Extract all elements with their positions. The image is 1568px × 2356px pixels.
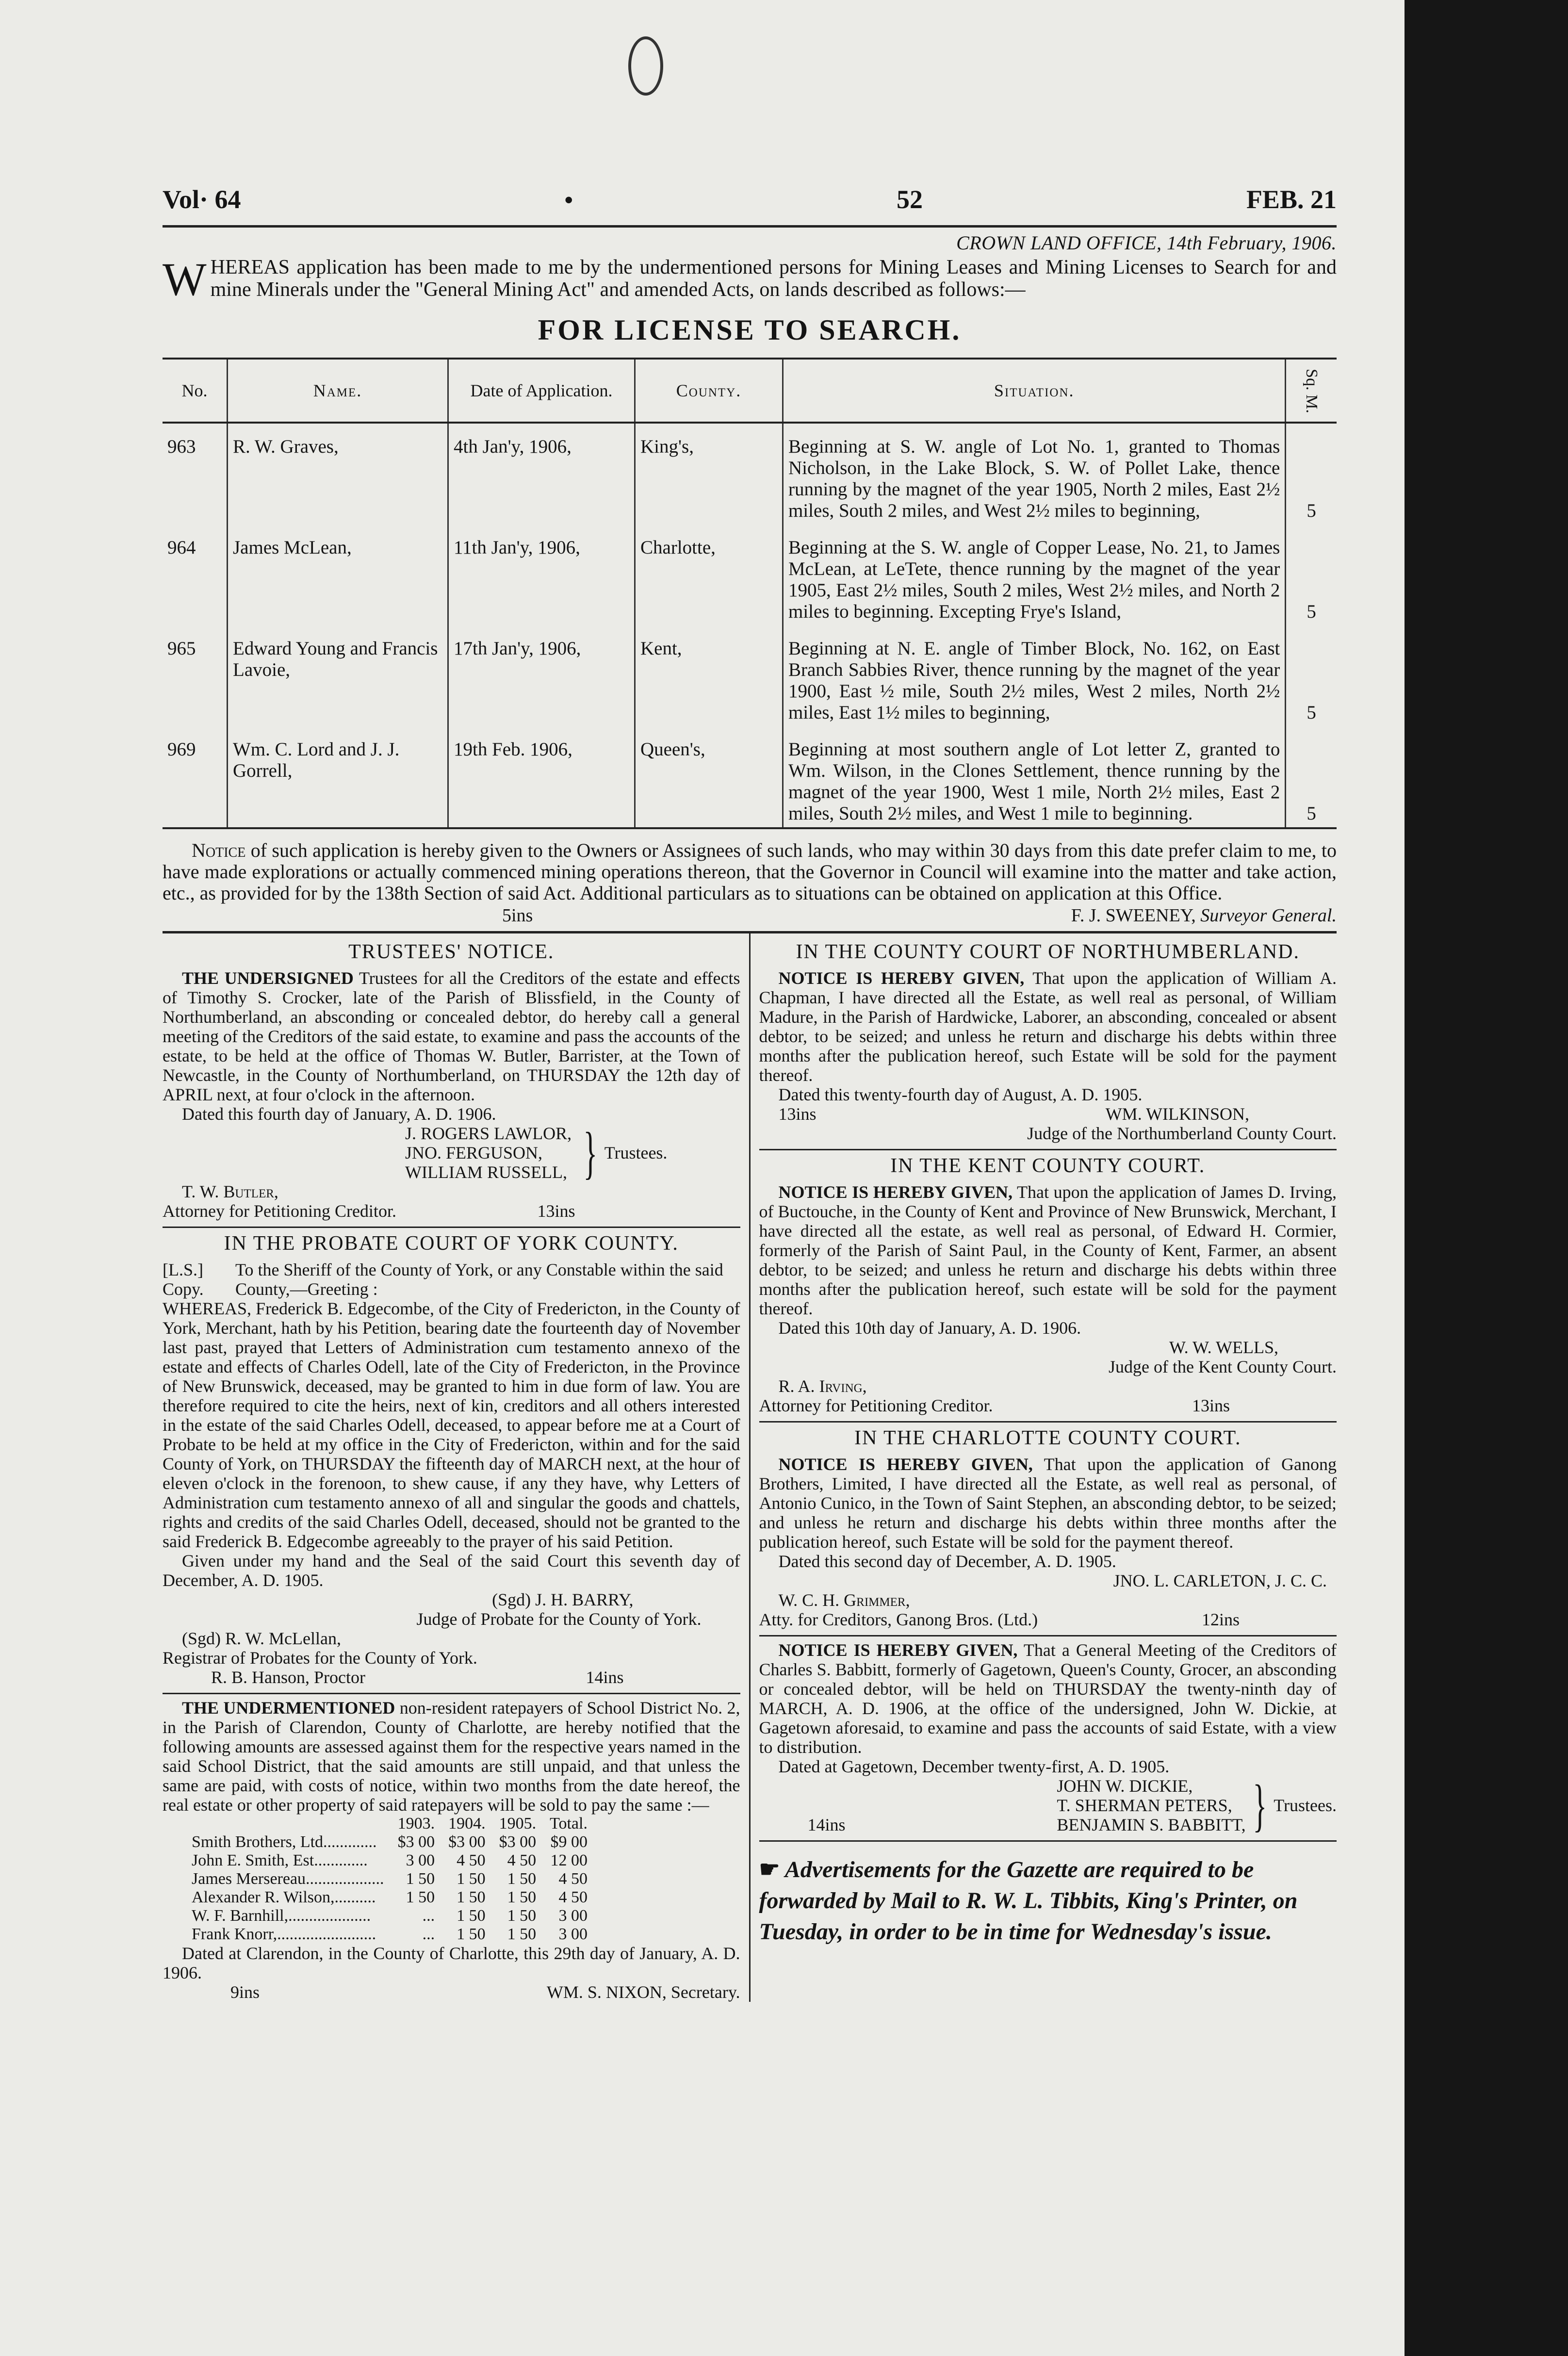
col-no: No.: [163, 359, 228, 423]
probate-registrar-sig: (Sgd) R. W. McLellan,: [182, 1629, 341, 1648]
school-assessment-table: [192, 1815, 594, 1944]
probate-judge-title: Judge of Probate for the County of York.: [416, 1609, 702, 1629]
trustees-body: Trustees for all the Creditors of the estate and effects of Timothy S. Crocker, late of the Parish of Blissfield, in the County of Northumberland, an absconding or concealed debtor, do hereby call a general meeting of the Creditors of the said estate, to examine and pass the accounts of the estate, to be held at the office of Thomas W. Butler, Barrister, at the Town of Newcastle, in the County of Northumberland, on THURSDAY the 12th day of APRIL next, at four o'clock in the afternoon.: [163, 968, 740, 1104]
charlotte-signature: JNO. L. CARLETON, J. C. C.: [1113, 1571, 1327, 1590]
amount: 1 50: [507, 1925, 537, 1943]
row-county: Queen's,: [635, 726, 783, 828]
row-no: 969: [163, 726, 228, 828]
divider: [759, 1840, 1337, 1842]
ins-count: 13ins: [778, 1104, 817, 1124]
advert-text: Advertisements for the Gazette are required to be forwarded by Mail to R. W. L. Tibbits, King's Printer, on Tuesday, in order to be in time for Wednesday's issue.: [759, 1857, 1298, 1945]
school-text: [163, 1698, 740, 1815]
kent-signature: W. W. WELLS,: [1169, 1338, 1278, 1357]
row-sq: 5: [1286, 423, 1337, 524]
trustee-names: [1057, 1776, 1245, 1834]
ratepayer-name: Frank Knorr,........................: [192, 1925, 376, 1943]
charlotte-attorney-name: W. C. H. Grimmer,: [778, 1590, 910, 1610]
notice-text: of such application is hereby given to the Owners or Assignees of such lands, who may within 30 days from this date prefer claim to me, to have made explorations or actually commenced mining operations thereon, that the Governor in Council will examine into the matter and take action, etc., as provided for by the 138th Section of said Act. Additional particulars as to situations can be obtained on application at this Office.: [163, 839, 1337, 904]
amount: $9 00: [550, 1833, 588, 1851]
babbitt-text: [759, 1640, 1337, 1757]
row-date: 11th Jan'y, 1906,: [448, 524, 635, 625]
whereas-text: HEREAS application has been made to me by the undermentioned persons for Mining Leases and Mining Licenses to Search for and mine Minerals under the "General Mining Act" and amended Acts, on lands described as follows:—: [210, 256, 1337, 301]
page-header: [163, 184, 1337, 223]
notice-signature-row: [163, 905, 1337, 926]
ins-count: 12ins: [1201, 1610, 1240, 1629]
seal-label: [L.S.]: [163, 1260, 203, 1279]
row-date: 19th Feb. 1906,: [448, 726, 635, 828]
pointing-hand-icon: ☛: [759, 1857, 780, 1882]
school-dated: Dated at Clarendon, in the County of Charlotte, this 29th day of January, A. D. 1906.: [163, 1944, 740, 1982]
sq-m-label: Sq. M.: [1303, 369, 1321, 413]
northumberland-text: [759, 968, 1337, 1085]
scan-dark-edge: [1403, 0, 1568, 2356]
probate-registrar-title: Registrar of Probates for the County of York.: [163, 1648, 477, 1668]
trustees-notice-title: TRUSTEES' NOTICE.: [348, 941, 555, 963]
probate-text: WHEREAS, Frederick B. Edgecombe, of the City of Fredericton, in the County of York, Merchant, hath by his Petition, bearing date the fourteenth day of November last past, prayed that Letters of Administration cum testamento annexo of the estate and effects of Charles Odell, late of the City of Fredericton, in the Province of New Brunswick, deceased, may be granted to him in due form of law. You are therefore required to cite the heirs, next of kin, creditors and all others interested in the estate of the said Charles Odell, deceased, to appear before me at a Court of Probate to be held at my office in the City of Fredericton, within and for the said County of York, on THURSDAY the fifteenth day of MARCH next, at the hour of eleven o'clock in the forenoon, to shew cause, if any they have, why Letters of Administration cum testamento annexo of all and singular the goods and chattels, rights and credits of the said Charles Odell, deceased, should not be granted to the said Frederick B. Edgecombe agreeably to the prayer of his said Petition.: [163, 1299, 740, 1551]
amount: 3 00: [558, 1907, 588, 1925]
kent-title: IN THE KENT COUNTY COURT.: [890, 1155, 1206, 1177]
punch-hole: [628, 36, 663, 96]
babbitt-lead: NOTICE IS HEREBY GIVEN,: [778, 1640, 1018, 1660]
row-name: Edward Young and Francis Lavoie,: [228, 625, 448, 726]
page-number: 52: [896, 185, 923, 214]
row-county: Charlotte,: [635, 524, 783, 625]
ins-count: 9ins: [230, 1982, 260, 2002]
row-name: Wm. C. Lord and J. J. Gorrell,: [228, 726, 448, 828]
probate-title: IN THE PROBATE COURT OF YORK COUNTY.: [224, 1232, 679, 1255]
row-situation: Beginning at N. E. angle of Timber Block, No. 162, on East Branch Sabbies River, thence running by the magnet of the year 1900, East ½ mile, South 2½ miles, West 2 miles, North 2½ miles, East 1½ miles to beginning,: [783, 625, 1286, 726]
kent-signature-title: Judge of the Kent County Court.: [1109, 1357, 1337, 1376]
kent-body: That upon the application of James D. Irving, of Buctouche, in the County of Kent and Province of New Brunswick, Merchant, I have directed all the estate, as well real as personal, of Edward H. Cormier, formerly of the Parish of Saint Paul, in the County of Kent, Farmer, an absent debtor, to be seized; and unless he return and discharge his debts within three months after the publication hereof, such estate will be sold for the payment thereof.: [759, 1182, 1337, 1318]
probate-judge-sig: (Sgd) J. H. BARRY,: [492, 1590, 634, 1609]
school-signature-row: [163, 1982, 740, 2002]
babbitt-dated: Dated at Gagetown, December twenty-first, A. D. 1905.: [778, 1757, 1170, 1776]
advertisement-notice: [759, 1854, 1337, 1947]
school-col-1904: 1904.: [448, 1815, 486, 1832]
northumberland-title: IN THE COUNTY COURT OF NORTHUMBERLAND.: [796, 941, 1300, 963]
ratepayer-name: James Mersereau...................: [192, 1870, 384, 1888]
ins-count: 14ins: [586, 1668, 624, 1687]
row-situation: Beginning at most southern angle of Lot letter Z, granted to Wm. Wilson, in the Clones Settlement, thence running by the magnet of the year 1900, West 1 mile, North 2½ miles, East 2 miles, South 2½ miles, and West 1 mile to beginning.: [783, 726, 1286, 828]
babbitt-role: Trustees.: [1274, 1796, 1337, 1815]
babbitt-trustees: [1057, 1773, 1337, 1837]
northumberland-lead: NOTICE IS HEREBY GIVEN,: [778, 968, 1025, 988]
amount: 12 00: [550, 1851, 588, 1869]
amount: 1 50: [507, 1907, 537, 1925]
amount: 4 50: [558, 1888, 588, 1906]
school-body: non-resident ratepayers of School District No. 2, in the Parish of Clarendon, County of Charlotte, are hereby notified that the following amounts are assessed against them for the respective years named in the said School District, that the said amounts are still unpaid, and that unless the same are paid, with costs of notice, within two months from the date hereof, the real estate or other property of said ratepayers will be sold to pay the same :—: [163, 1698, 740, 1815]
header-rule: [163, 225, 1337, 228]
amount: ...: [422, 1925, 435, 1943]
probate-address-row: [163, 1260, 740, 1299]
brace: }: [1253, 1773, 1267, 1837]
kent-attorney-role: Attorney for Petitioning Creditor.: [759, 1396, 993, 1415]
table-row: [192, 1870, 594, 1888]
table-row: [192, 1888, 594, 1907]
surveyor-name: F. J. SWEENEY,: [1071, 905, 1196, 926]
col-situation: Situation.: [783, 359, 1286, 423]
kent-text: [759, 1182, 1337, 1318]
amount: $3 00: [448, 1833, 486, 1851]
amount: 1 50: [457, 1870, 486, 1888]
ins-count: 13ins: [537, 1201, 575, 1221]
ins-count: 5ins: [502, 905, 533, 926]
surveyor-signature: [1071, 905, 1337, 926]
charlotte-attorney-role: Atty. for Creditors, Ganong Bros. (Ltd.): [759, 1610, 1038, 1629]
left-column: [163, 933, 751, 2002]
school-col-1903: 1903.: [397, 1815, 435, 1832]
drop-cap: W: [163, 253, 207, 305]
row-no: 963: [167, 436, 196, 457]
charlotte-title: IN THE CHARLOTTE COUNTY COURT.: [854, 1427, 1241, 1449]
charlotte-attorney-row: [759, 1610, 1337, 1629]
table-row: [192, 1851, 594, 1870]
amount: 3 00: [558, 1925, 588, 1943]
amount: ...: [422, 1907, 435, 1925]
school-col-total: Total.: [550, 1815, 588, 1832]
amount: 1 50: [507, 1888, 537, 1906]
table-row: [163, 524, 1337, 625]
charlotte-text: [759, 1455, 1337, 1552]
ratepayer-name: John E. Smith, Est.............: [192, 1851, 368, 1869]
col-county: County.: [635, 359, 783, 423]
header-dot: •: [564, 186, 573, 213]
row-situation: Beginning at S. W. angle of Lot No. 1, granted to Thomas Nicholson, in the Lake Block, S. W. of Pollet Lake, thence running by the magnet of the year 1905, North 2 miles, East 2½ miles, South 2 miles, and West 2½ miles to beginning,: [783, 423, 1286, 524]
row-date: 17th Jan'y, 1906,: [448, 625, 635, 726]
table-row: [163, 625, 1337, 726]
probate-seal: [163, 1260, 235, 1299]
license-table-header: [163, 359, 1337, 423]
surveyor-title: Surveyor General.: [1200, 905, 1337, 926]
kent-attorney-row: [759, 1396, 1337, 1415]
application-notice: [163, 840, 1337, 904]
babbitt-signature-row: [759, 1773, 1337, 1837]
amount: $3 00: [397, 1833, 435, 1851]
babbitt-body: That a General Meeting of the Creditors of Charles S. Babbitt, formerly of Gagetown, Queen's County, Grocer, an absconding or concealed debtor, will be held on THURSDAY the twenty-ninth day of MARCH, A. D. 1906, at the office of the undersigned, John W. Dickie, at Gagetown aforesaid, to examine and pass the accounts of said Estate, with a view to distribution.: [759, 1640, 1337, 1757]
attorney-role: Attorney for Petitioning Creditor.: [163, 1201, 396, 1221]
table-row: [192, 1925, 594, 1944]
trustee-name: WILLIAM RUSSELL,: [405, 1162, 567, 1182]
trustees-lead: THE UNDERSIGNED: [182, 968, 354, 988]
row-county: Kent,: [635, 625, 783, 726]
amount: 1 50: [457, 1907, 486, 1925]
col-sq-m: [1286, 359, 1337, 423]
two-column-notices: [163, 931, 1337, 2002]
license-title: FOR LICENSE TO SEARCH.: [538, 314, 962, 346]
amount: 4 50: [457, 1851, 486, 1869]
divider: [759, 1149, 1337, 1150]
trustee-name: JNO. FERGUSON,: [405, 1143, 543, 1162]
northumberland-dated: Dated this twenty-fourth day of August, A. D. 1905.: [778, 1085, 1143, 1104]
page-content: [163, 184, 1337, 2002]
trustee-name: JOHN W. DICKIE,: [1057, 1776, 1193, 1796]
brace: }: [583, 1120, 598, 1185]
attorney-row: [163, 1201, 740, 1221]
notice-lead: Notice: [192, 839, 246, 861]
charlotte-body: That upon the application of Ganong Brothers, Limited, I have directed all the Estate, as well real as personal, of Antonio Cunico, in the Town of Saint Stephen, an absconding debtor, to be seized; and unless he return and discharge his debts within three months after the publication hereof, such Estate will be sold for the payment thereof.: [759, 1455, 1337, 1552]
northumberland-signature-row: [759, 1104, 1337, 1124]
ratepayer-name: Alexander R. Wilson,..........: [192, 1888, 376, 1906]
amount: 1 50: [406, 1888, 435, 1906]
amount: 4 50: [558, 1870, 588, 1888]
table-row: [163, 423, 1337, 524]
kent-lead: NOTICE IS HEREBY GIVEN,: [778, 1182, 1013, 1202]
amount: 1 50: [406, 1870, 435, 1888]
school-col-name: [192, 1815, 391, 1833]
row-sq: 5: [1286, 726, 1337, 828]
probate-proctor-row: [163, 1668, 740, 1687]
school-signature: WM. S. NIXON, Secretary.: [546, 1982, 740, 2002]
row-no: 965: [167, 638, 196, 659]
ins-count: 14ins: [807, 1815, 846, 1834]
amount: $3 00: [499, 1833, 537, 1851]
amount: 3 00: [406, 1851, 435, 1869]
ins-count: 13ins: [1192, 1396, 1230, 1415]
amount: 4 50: [507, 1851, 537, 1869]
row-county: King's,: [635, 423, 783, 524]
row-name: R. W. Graves,: [228, 423, 448, 524]
northumberland-body: That upon the application of William A. Chapman, I have directed all the Estate, as well real as personal, of William Madure, in the Parish of Hardwicke, Laborer, an absconding, concealed or absent debtor, to be seized; and unless he return and discharge his debts within three months after the publication hereof, such Estate will be sold for the payment thereof.: [759, 968, 1337, 1085]
row-date: 4th Jan'y, 1906,: [448, 423, 635, 524]
trustee-name: J. ROGERS LAWLOR,: [405, 1124, 572, 1143]
row-sq: 5: [1286, 524, 1337, 625]
charlotte-dated: Dated this second day of December, A. D. 1905.: [778, 1552, 1116, 1571]
col-date: Date of Application.: [448, 359, 635, 423]
table-row: [163, 726, 1337, 828]
trustees-signatures: [405, 1120, 740, 1185]
row-sq: 5: [1286, 625, 1337, 726]
northumberland-signature: WM. WILKINSON,: [1105, 1104, 1249, 1124]
row-situation: Beginning at the S. W. angle of Copper Lease, No. 21, to James McLean, at LeTete, thence running by the magnet of the year 1905, East 2½ miles, South 2 miles, West 2½ miles, and North 2 miles to beginning. Excepting Frye's Island,: [783, 524, 1286, 625]
ratepayer-name: W. F. Barnhill,....................: [192, 1907, 371, 1925]
trustees-dated: Dated this fourth day of January, A. D. 1906.: [182, 1104, 496, 1124]
school-col-1905: 1905.: [499, 1815, 537, 1832]
trustees-notice-text: [163, 968, 740, 1104]
table-row: [192, 1833, 594, 1851]
divider: [759, 1635, 1337, 1636]
school-lead: THE UNDERMENTIONED: [182, 1698, 395, 1718]
copy-label: Copy.: [163, 1279, 204, 1299]
probate-given: Given under my hand and the Seal of the said Court this seventh day of December, A. D. 1905.: [163, 1551, 740, 1590]
issue-date: FEB. 21: [1246, 185, 1337, 214]
col-name: Name.: [228, 359, 448, 423]
right-column: [751, 933, 1337, 2002]
northumberland-signature-title: Judge of the Northumberland County Court.: [1027, 1124, 1337, 1143]
kent-dated: Dated this 10th day of January, A. D. 1906.: [778, 1318, 1081, 1338]
row-name: James McLean,: [228, 524, 448, 625]
license-table: [163, 358, 1337, 829]
table-row: [192, 1907, 594, 1925]
row-no: 964: [167, 537, 196, 558]
charlotte-lead: NOTICE IS HEREBY GIVEN,: [778, 1455, 1033, 1474]
attorney-name: T. W. Butler,: [182, 1182, 278, 1201]
divider: [759, 1421, 1337, 1423]
trustee-name: T. SHERMAN PETERS,: [1057, 1796, 1232, 1815]
trustee-names: [405, 1124, 572, 1182]
amount: 1 50: [457, 1925, 486, 1943]
amount: 1 50: [507, 1870, 537, 1888]
volume-label: Vol· 64: [163, 185, 241, 214]
trustees-role: Trustees.: [604, 1143, 668, 1162]
kent-attorney-name: R. A. Irving,: [778, 1376, 867, 1396]
divider: [163, 1693, 740, 1694]
amount: 1 50: [457, 1888, 486, 1906]
trustee-name: BENJAMIN S. BABBITT,: [1057, 1815, 1246, 1834]
crown-land-office: CROWN LAND OFFICE, 14th February, 1906.: [956, 232, 1337, 254]
divider: [163, 1227, 740, 1228]
whereas-paragraph: [163, 253, 1337, 305]
school-table-header: [192, 1815, 594, 1833]
probate-address: To the Sheriff of the County of York, or any Constable within the said County,—Greeting :: [235, 1260, 723, 1299]
ratepayer-name: Smith Brothers, Ltd.............: [192, 1833, 377, 1851]
probate-proctor: R. B. Hanson, Proctor: [211, 1668, 365, 1687]
